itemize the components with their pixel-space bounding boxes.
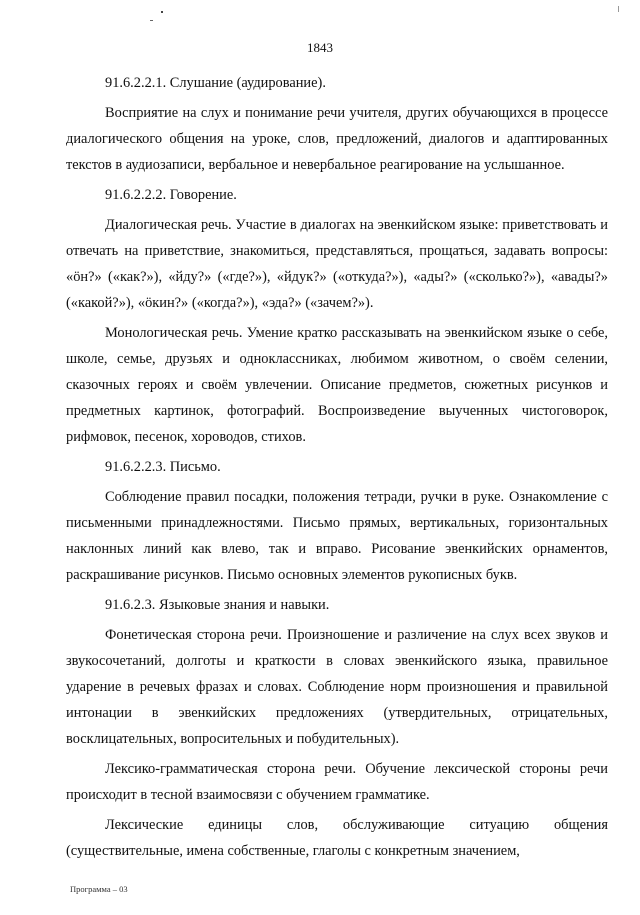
scan-mark	[161, 11, 163, 13]
section-heading-language-skills: 91.6.2.3. Языковые знания и навыки.	[105, 597, 330, 613]
page-number: 1843	[307, 40, 333, 55]
paragraph-listening: Восприятие на слух и понимание речи учителя, других обучающихся в процессе диалогического общения на уроке, слов, предложений, диалогов и адаптированных текстов в аудиозаписи, вербальное и невербальное реагирование на услышанное.	[66, 105, 608, 173]
scan-mark	[150, 20, 153, 21]
section-heading-listening: 91.6.2.2.1. Слушание (аудирование).	[105, 75, 326, 91]
paragraph-lexical-units: Лексические единицы слов, обслуживающие ситуацию общения (существительные, имена собственные, глаголы с конкретным значением,	[66, 817, 608, 859]
paragraph-phonetics: Фонетическая сторона речи. Произношение и различение на слух всех звуков и звукосочетаний, долготы и краткости в словах эвенкийского языка, правильное ударение в речевых фразах и словах. Соблюдение норм произношения и правильной интонации в эвенкийских предложениях (утвердительных, отрицательных, восклицательных, вопросительных и побудительных).	[66, 627, 608, 747]
paragraph-monologue-speech: Монологическая речь. Умение кратко рассказывать на эвенкийском языке о себе, школе, семье, друзьях и одноклассниках, любимом животном, о своём селении, сказочных героях и своём увлечении. Описание предметов, сюжетных рисунков и предметных картинок, фотографий. Воспроизведение выученных чистоговорок, рифмовок, песенок, хороводов, стихов.	[66, 325, 608, 445]
paragraph-lexico-grammar: Лексико-грамматическая сторона речи. Обучение лексической стороны речи происходит в тесной взаимосвязи с обучением грамматике.	[66, 761, 608, 803]
paragraph-writing: Соблюдение правил посадки, положения тетради, ручки в руке. Ознакомление с письменными принадлежностями. Письмо прямых, вертикальных, горизонтальных наклонных линий как влево, так и вправо. Рисование эвенкийских орнаментов, раскрашивание рисунков. Письмо основных элементов рукописных букв.	[66, 489, 608, 583]
section-heading-speaking: 91.6.2.2.2. Говорение.	[105, 187, 237, 203]
section-heading-writing: 91.6.2.2.3. Письмо.	[105, 459, 221, 475]
document-body	[66, 70, 608, 868]
scan-mark	[618, 6, 619, 12]
footer-label: Программа – 03	[70, 884, 128, 894]
paragraph-dialogue-speech: Диалогическая речь. Участие в диалогах на эвенкийском языке: приветствовать и отвечать на приветствие, знакомиться, представляться, прощаться, задавать вопросы: «ӧн?» («как?»), «йду?» («где?»), «йдук?» («откуда?»), «ады?» («сколько?»), «авады?» («какой?»), «ӧкин?» («когда?»), «эда?» («зачем?»).	[66, 217, 608, 311]
